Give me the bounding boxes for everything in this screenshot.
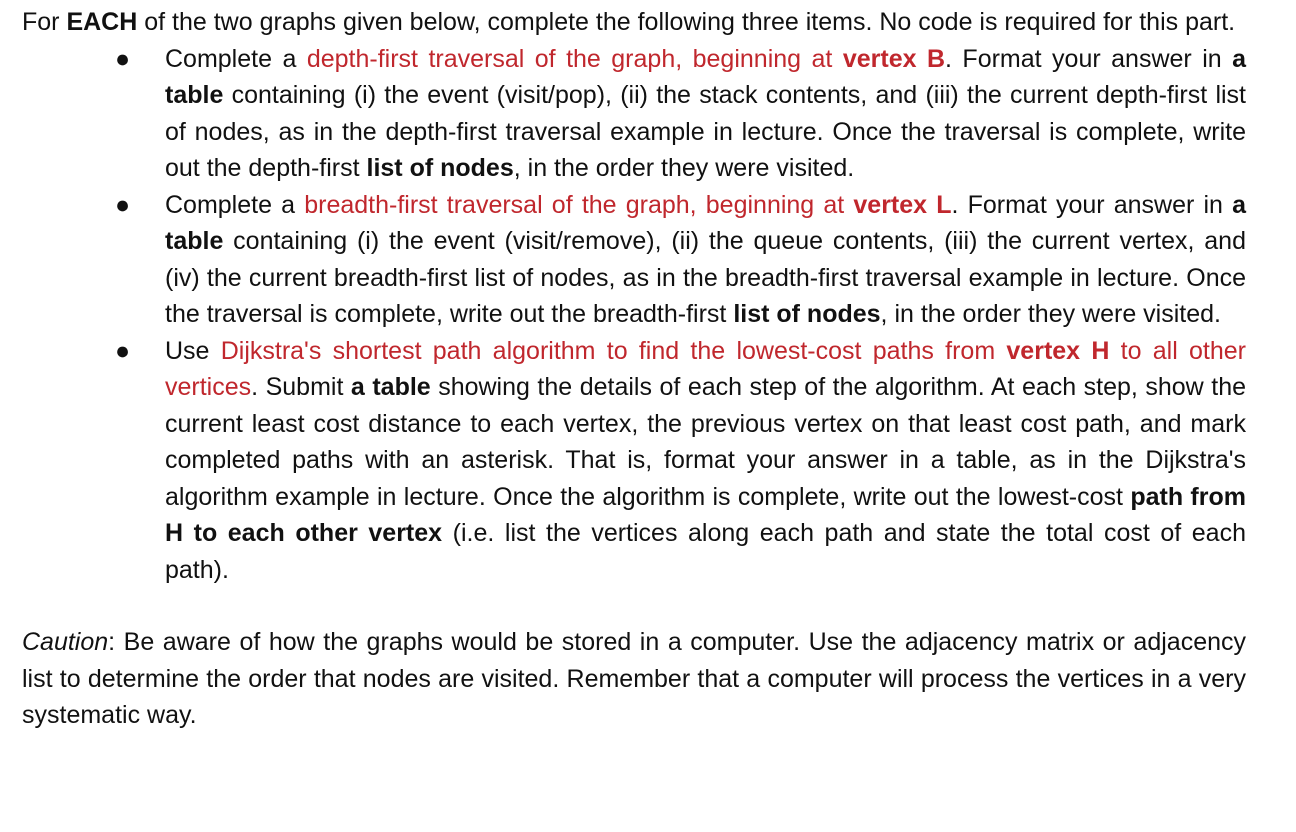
task-bfs [115,187,1247,333]
intro-text: For [22,8,67,36]
task-bold: path from H to each other vertex [165,482,1246,547]
task-bold: list of nodes [366,154,514,182]
task-text: Complete a [165,190,305,219]
caution-text: : Be aware of how the graphs would be stored in a computer. Use the adjacency matrix or adjacency list to determine the order that nodes are visited. Remember that a computer will process the vertices in a very systematic way. [22,628,1246,729]
task-vertex-bold: vertex L [853,190,952,219]
task-bold: a table [165,190,1247,255]
task-vertex-bold: vertex B [842,44,946,73]
task-text: , in the order they were visited. [880,300,1221,328]
task-bold: list of nodes [733,300,881,328]
task-text: . Submit [251,373,351,401]
task-text: (i.e. list the vertices along each path and state the total cost of each path). [165,519,1246,584]
task-highlight: breadth-first traversal of the graph, beginning at [304,190,854,219]
task-text: Use [165,336,221,365]
task-text: Complete a [165,44,307,73]
task-vertex-bold: vertex H [1006,336,1110,365]
task-text: , in the order they were visited. [513,154,855,182]
task-text: . Format your answer in [951,190,1233,219]
intro-text-rest: of the two graphs given below, complete the following three items. No code is required for this part. [137,8,1236,36]
task-bold: a table [350,373,431,401]
task-dijkstra [115,333,1247,589]
task-bold: a table [165,44,1247,109]
caution-label: Caution [22,628,109,656]
task-text: containing (i) the event (visit/remove), (ii) the queue contents, (iii) the current vertex, and (iv) the current breadth-first list of nodes, as in the breadth-first traversal example in lecture. Once the traversal is complete, write out the breadth-first [165,227,1246,328]
bullet-icon: ● [115,190,131,219]
task-text: showing the details of each step of the algorithm. At each step, show the current least cost distance to each vertex, the previous vertex on that least cost path, and mark completed paths with an asterisk. That is, format your answer in a table, as in the Dijkstra's algorithm example in lecture. Once the algorithm is complete, write out the lowest-cost [165,373,1246,511]
intro-paragraph [22,4,1246,41]
task-text: containing (i) the event (visit/pop), (ii) the stack contents, and (iii) the current depth-first list of nodes, as in the depth-first traversal example in lecture. Once the traversal is complete, write out the depth-first [165,81,1246,182]
task-list [22,41,1246,589]
task-dfs [115,41,1247,187]
task-highlight: depth-first traversal of the graph, beginning at [306,44,843,73]
task-highlight: Dijkstra's shortest path algorithm to find the lowest-cost paths from [220,336,1007,365]
task-highlight: to all other vertices [165,336,1247,401]
caution-paragraph [22,624,1246,734]
task-text: . Format your answer in [945,44,1233,73]
intro-bold-each: EACH [66,8,138,36]
bullet-icon: ● [115,44,131,73]
bullet-icon: ● [115,336,131,365]
